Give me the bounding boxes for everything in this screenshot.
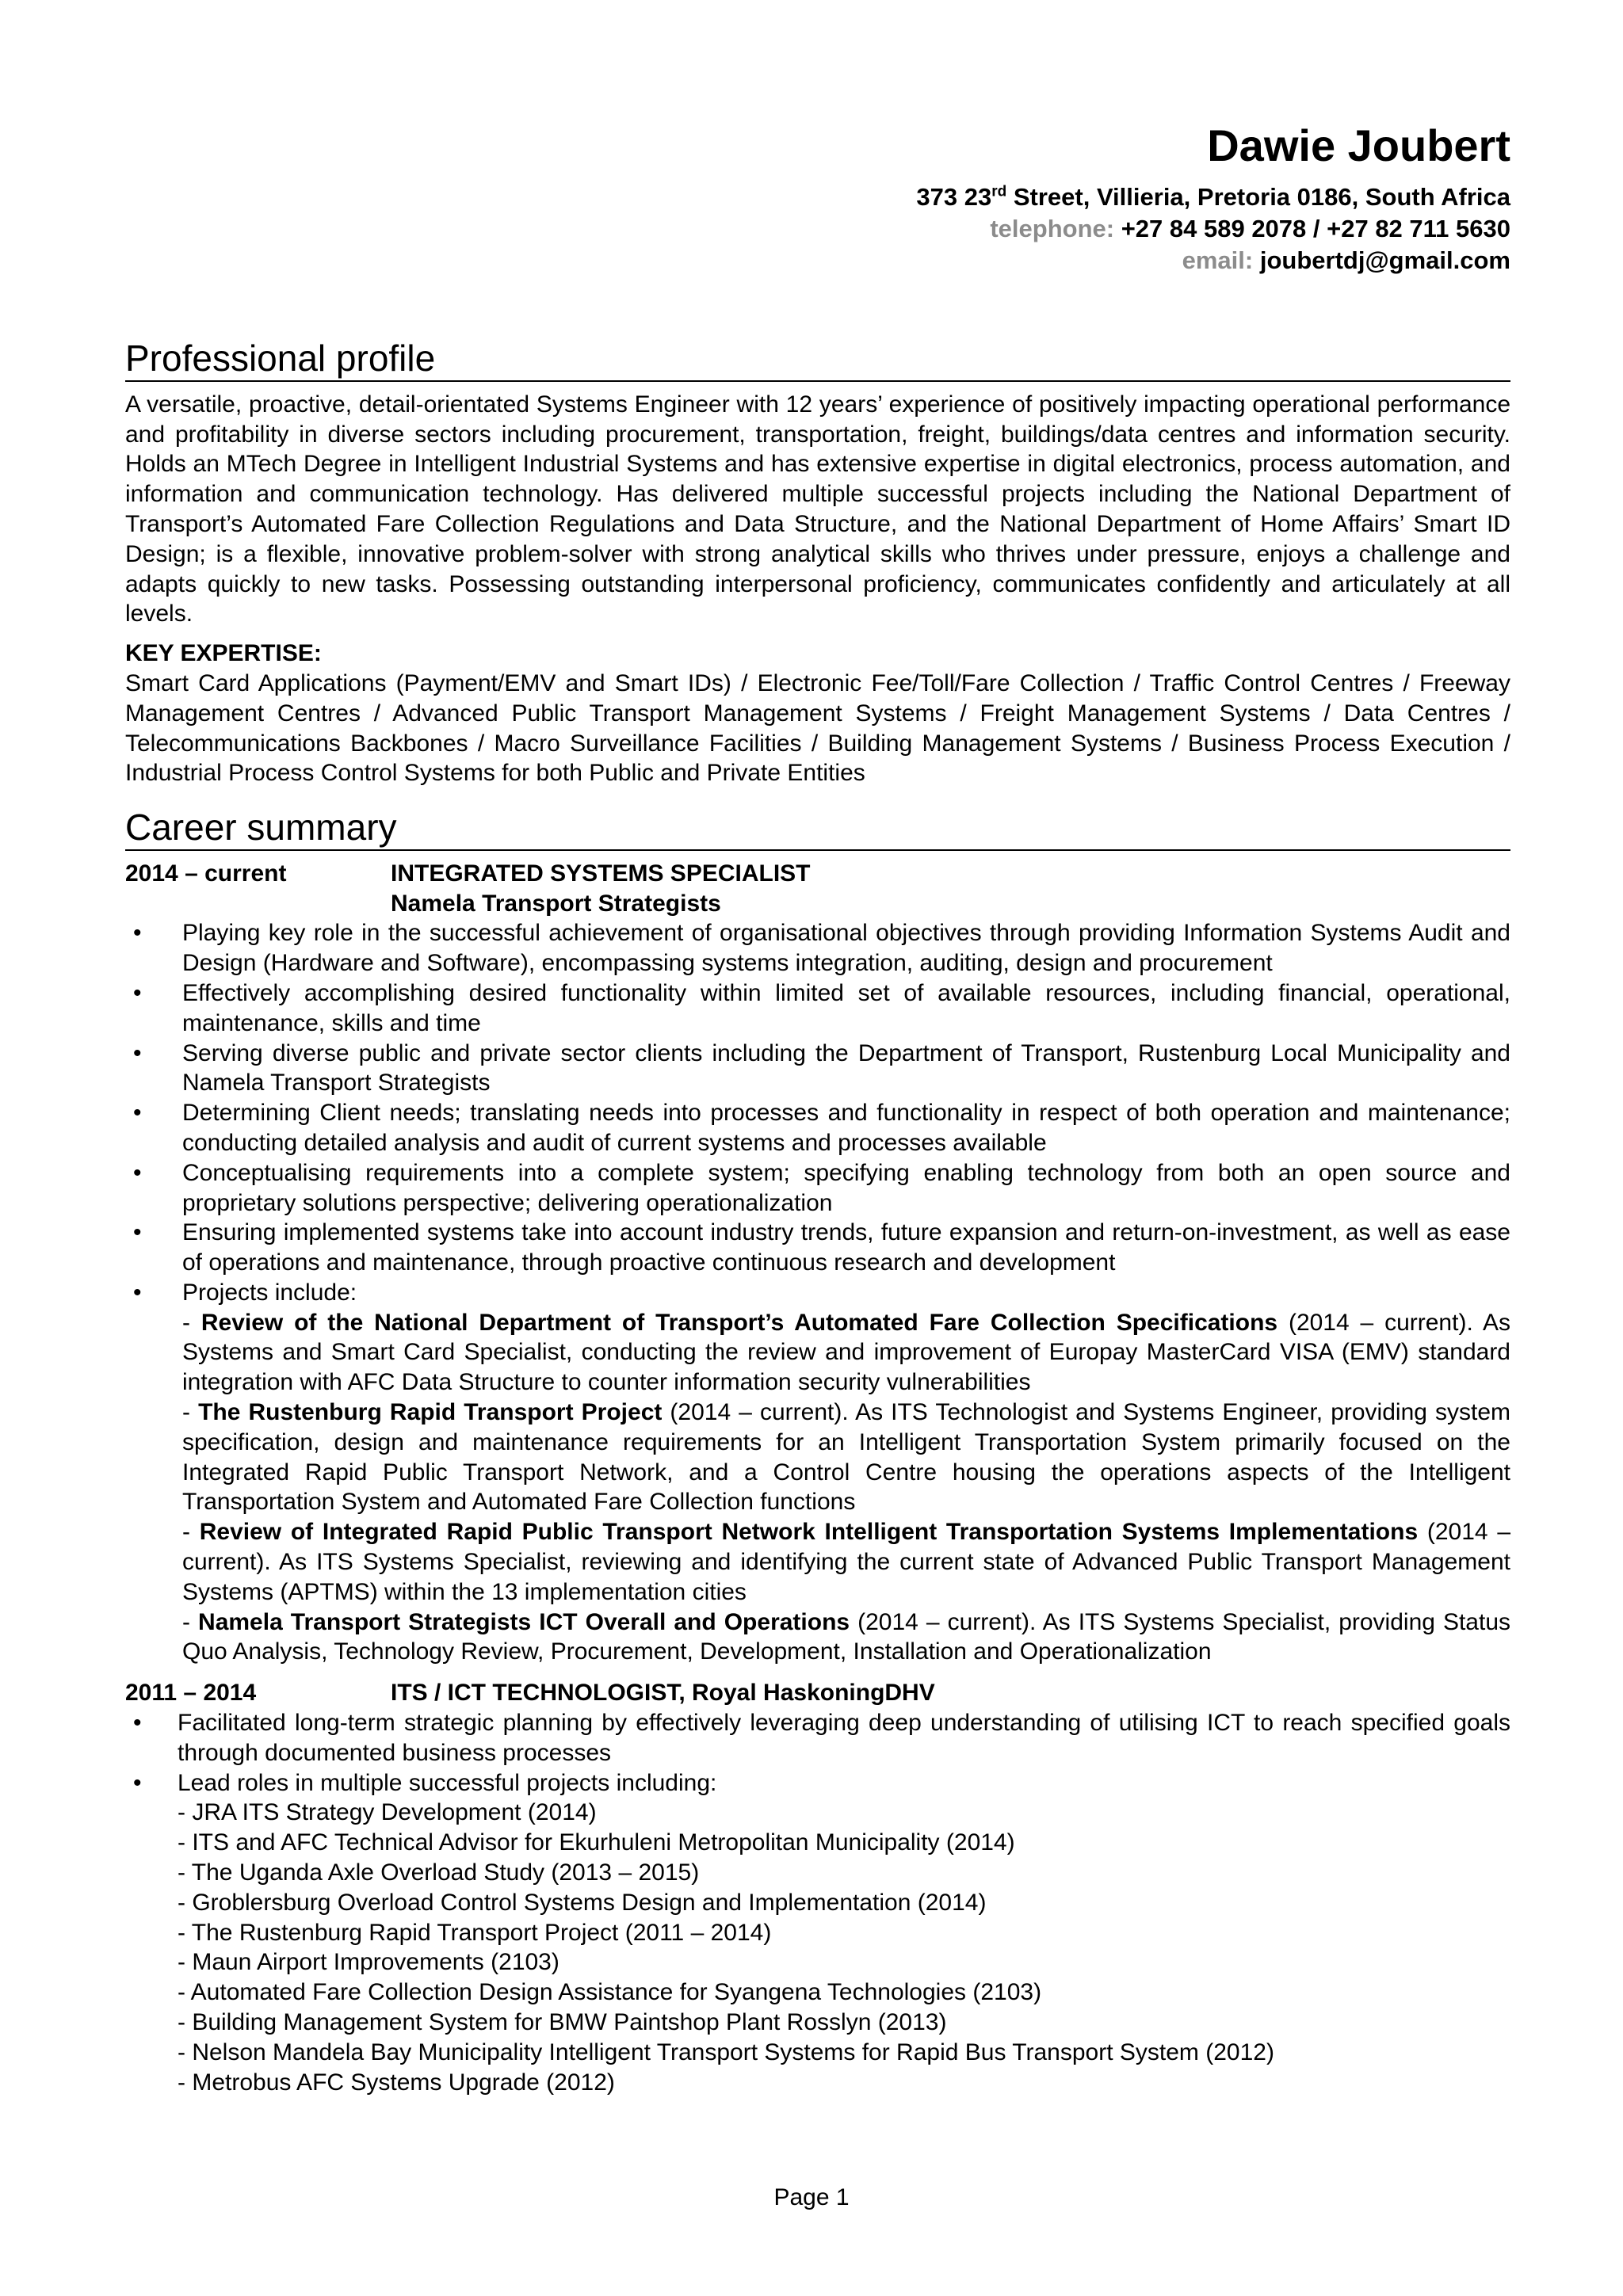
- project-item: - Review of Integrated Rapid Public Transport Network Intelligent Transportation Systems Implementations (2014 – current). As ITS Systems Specialist, reviewing and identifying the current state of Advanced Public Transport Management Systems (APTMS) within the 13 implementation cities: [182, 1519, 1511, 1605]
- career-section-title: Career summary: [125, 807, 1510, 851]
- resume-page: [125, 119, 1510, 2097]
- address-sup: rd: [991, 183, 1007, 200]
- address-post: Street, Villieria, Pretoria 0186, South Africa: [1006, 183, 1510, 212]
- bullet-icon: •: [133, 1039, 142, 1066]
- job-header: [125, 1678, 1510, 1708]
- job-company: Namela Transport Strategists: [391, 890, 721, 917]
- telephone-line: [125, 213, 1510, 245]
- job-bullets: [125, 918, 1510, 1667]
- job-header: [125, 859, 1510, 919]
- list-item: • Conceptualising requirements into a complete system; specifying enabling technology from both an open source and proprietary solutions perspective; delivering operationalization: [133, 1159, 1510, 1216]
- bullet-icon: •: [133, 979, 142, 1006]
- header: [125, 119, 1510, 277]
- list-item: • Playing key role in the successful achievement of organisational objectives through providing Information Systems Audit and Design (Hardware and Software), encompassing systems integration, auditing, design and procurement: [133, 920, 1510, 977]
- project-item: - Metrobus AFC Systems Upgrade (2012): [178, 2069, 615, 2096]
- list-item: • Determining Client needs; translating needs into processes and functionality in respect of both operation and maintenance; conducting detailed analysis and audit of current systems and processes available: [133, 1100, 1510, 1156]
- job-role: INTEGRATED SYSTEMS SPECIALIST: [391, 860, 811, 887]
- telephone-label: telephone:: [990, 215, 1115, 243]
- bullet-icon: •: [133, 1219, 142, 1246]
- bullet-icon: •: [133, 920, 142, 947]
- job-entry-1: [125, 859, 1510, 1668]
- project-item: - Namela Transport Strategists ICT Overall and Operations (2014 – current). As ITS Systems Specialist, providing Status Quo Analysis, Technology Review, Procurement, Development, Installation and Operationalization: [182, 1608, 1511, 1665]
- list-item: • Effectively accomplishing desired functionality within limited set of available resources, including financial, operational, maintenance, skills and time: [133, 979, 1510, 1036]
- project-item: - Nelson Mandela Bay Municipality Intelligent Transport Systems for Rapid Bus Transport System (2012): [178, 2039, 1274, 2065]
- profile-section-title: Professional profile: [125, 338, 1510, 382]
- project-item: - JRA ITS Strategy Development (2014): [178, 1799, 597, 1826]
- key-expertise-text: Smart Card Applications (Payment/EMV and Smart IDs) / Electronic Fee/Toll/Fare Collection / Traffic Control Centres / Freeway Management Centres / Advanced Public Transport Management Systems / Freight Management Systems / Data Centres / Telecommunications Backbones / Macro Surveillance Facilities / Building Management Systems / Business Process Execution / Industrial Process Control Systems for both Public and Private Entities: [125, 669, 1510, 787]
- job-role: ITS / ICT TECHNOLOGIST, Royal HaskoningDHV: [391, 1680, 935, 1707]
- email-line: [125, 245, 1510, 277]
- job-bullets: [125, 1708, 1510, 2097]
- project-item: - Maun Airport Improvements (2103): [178, 1949, 559, 1976]
- list-item: • Facilitated long-term strategic planning by effectively leveraging deep understanding of utilising ICT to reach specified goals through documented business processes: [133, 1710, 1510, 1766]
- email-value[interactable]: joubertdj@gmail.com: [1253, 246, 1510, 275]
- bullet-icon: •: [133, 1279, 142, 1306]
- bullet-icon: •: [133, 1159, 142, 1186]
- project-item: - Groblersburg Overload Control Systems Design and Implementation (2014): [178, 1889, 987, 1916]
- project-item: - The Rustenburg Rapid Transport Project (2014 – current). As ITS Technologist and Systems Engineer, providing system specification, design and maintenance requirements for an Intelligent Transportation System primarily focused on the Integrated Rapid Public Transport Network, and a Control Centre housing the operations aspects of the Intelligent Transportation System and Automated Fare Collection functions: [182, 1399, 1511, 1516]
- bullet-icon: •: [133, 1769, 142, 1796]
- address-line: [125, 181, 1510, 213]
- email-label: email:: [1182, 246, 1254, 275]
- project-item: - The Uganda Axle Overload Study (2013 – 2015): [178, 1859, 700, 1886]
- list-item: • Serving diverse public and private sector clients including the Department of Transport, Rustenburg Local Municipality and Namela Transport Strategists: [133, 1039, 1510, 1097]
- address-pre: 373 23: [916, 183, 992, 212]
- list-item: • Ensuring implemented systems take into account industry trends, future expansion and return-on-investment, as well as ease of operations and maintenance, through proactive continuous research and development: [133, 1219, 1510, 1276]
- bullet-icon: •: [133, 1100, 142, 1127]
- list-item: • Projects include: - Review of the National Department of Transport’s Automated Fare Collection Specifications (2014 – current). As Systems and Smart Card Specialist, conducting the review and improvement of Europay MasterCard VISA (EMV) standard integration with AFC Data Structure to counter information security vulnerabilities - The Rustenburg Rapid Transport Project (2014 – current). As ITS Technologist and Systems Engineer, providing system specification, design and maintenance requirements for an Intelligent Transportation System primarily focused on the Integrated Rapid Public Transport Network, and a Control Centre housing the operations aspects of the Intelligent Transportation System and Automated Fare Collection functions - Review of Integrated Rapid Public Transport Network Intelligent Transportation Systems Implementations (2014 – current). As ITS Systems Specialist, reviewing and identifying the current state of Advanced Public Transport Management Systems (APTMS) within the 13 implementation cities - Namela Transport Strategists ICT Overall and Operations (2014 – current). As ITS Systems Specialist, providing Status Quo Analysis, Technology Review, Procurement, Development, Installation and Operationalization: [125, 1278, 1510, 1667]
- job-entry-2: [125, 1678, 1510, 2097]
- job-period: 2014 – current: [125, 860, 287, 887]
- project-item: - Automated Fare Collection Design Assistance for Syangena Technologies (2103): [178, 1979, 1042, 2006]
- project-item: - ITS and AFC Technical Advisor for Ekurhuleni Metropolitan Municipality (2014): [178, 1829, 1015, 1856]
- project-item: - The Rustenburg Rapid Transport Project (2011 – 2014): [178, 1919, 772, 1946]
- telephone-value: +27 84 589 2078 / +27 82 711 5630: [1114, 215, 1510, 243]
- job-period: 2011 – 2014: [125, 1680, 257, 1707]
- list-item: • Lead roles in multiple successful projects including: - JRA ITS Strategy Development (2014) - ITS and AFC Technical Advisor for Ekurhuleni Metropolitan Municipality (2014) - The Uganda Axle Overload Study (2013 – 2015) - Groblersburg Overload Control Systems Design and Implementation (2014) - The Rustenburg Rapid Transport Project (2011 – 2014) - Maun Airport Improvements (2103) - Automated Fare Collection Design Assistance for Syangena Technologies (2103) - Building Management System for BMW Paintshop Plant Rosslyn (2013) - Nelson Mandela Bay Municipality Intelligent Transport Systems for Rapid Bus Transport System (2012) - Metrobus AFC Systems Upgrade (2012): [125, 1768, 1510, 2098]
- bullet-icon: •: [133, 1710, 142, 1737]
- project-item: - Review of the National Department of Transport’s Automated Fare Collection Specifications (2014 – current). As Systems and Smart Card Specialist, conducting the review and improvement of Europay MasterCard VISA (EMV) standard integration with AFC Data Structure to counter information security vulnerabilities: [182, 1309, 1510, 1396]
- project-item: - Building Management System for BMW Paintshop Plant Rosslyn (2013): [178, 2009, 947, 2036]
- page-number: Page 1: [773, 2184, 850, 2210]
- candidate-name: Dawie Joubert: [1207, 120, 1510, 170]
- profile-text: A versatile, proactive, detail-orientated Systems Engineer with 12 years’ experience of positively impacting operational performance and profitability in diverse sectors including procurement, transportation, freight, buildings/data centres and information security. Holds an MTech Degree in Intelligent Industrial Systems and has extensive expertise in digital electronics, process automation, and information and communication technology. Has delivered multiple successful projects including the National Department of Transport’s Automated Fare Collection Regulations and Data Structure, and the National Department of Home Affairs’ Smart ID Design; is a flexible, innovative problem-solver with strong analytical skills who thrives under pressure, enjoys a challenge and adapts quickly to new tasks. Possessing outstanding interpersonal proficiency, communicates confidently and articulately at all levels.: [125, 391, 1510, 627]
- key-expertise-heading: KEY EXPERTISE:: [125, 640, 322, 667]
